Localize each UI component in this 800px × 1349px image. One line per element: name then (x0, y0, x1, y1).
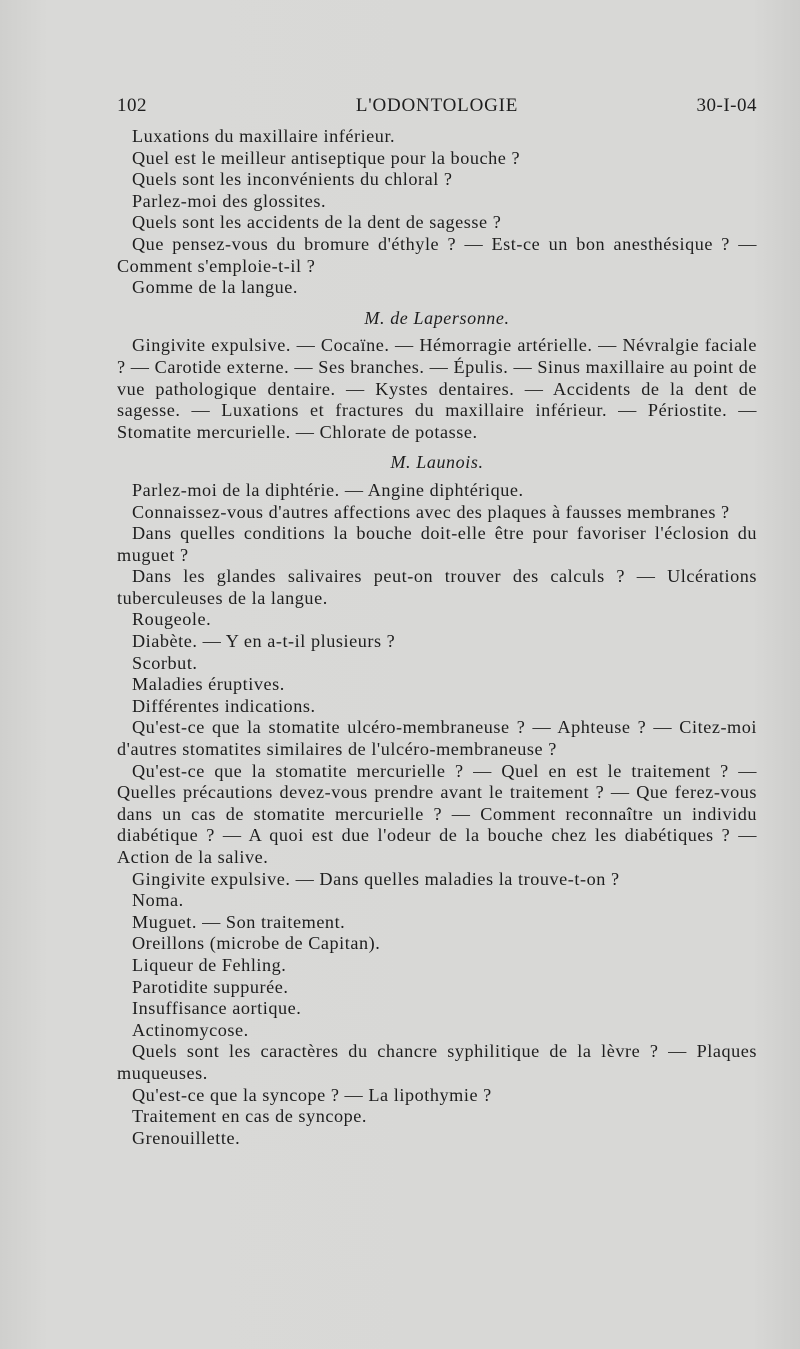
question-line: Grenouillette. (132, 1127, 241, 1148)
question-line: Liqueur de Fehling. (132, 954, 287, 975)
question-line: Muguet. — Son traitement. (132, 911, 346, 932)
question-line: Gingivite expulsive. — Dans quelles maladies la trouve-t-on ? (132, 868, 620, 889)
question-line: Scorbut. (132, 652, 198, 673)
question-line: Parotidite suppurée. (132, 976, 289, 997)
question-list-a (117, 126, 757, 299)
question-line: Connaissez-vous d'autres affections avec des plaques à fausses membranes ? (132, 501, 730, 522)
question-line: Quels sont les caractères du chancre syphilitique de la lèvre ? — Plaques muqueuses. (117, 1041, 757, 1083)
question-line: Traitement en cas de syncope. (132, 1106, 367, 1127)
question-line: Rougeole. (132, 609, 212, 630)
running-header (117, 95, 757, 119)
question-line: Qu'est-ce que la stomatite ulcéro-membraneuse ? — Aphteuse ? — Citez-moi d'autres stomatites similaires de l'ulcéro-membraneuse ? (117, 717, 757, 760)
question-line: Insuffisance aortique. (132, 998, 302, 1019)
question-line: Dans les glandes salivaires peut-on trouver des calculs ? — Ulcérations tuberculeuses de la langue. (117, 566, 757, 608)
question-line: Oreillons (microbe de Capitan). (132, 933, 381, 954)
lapersonne-questions: Gingivite expulsive. — Cocaïne. — Hémorragie artérielle. — Névralgie faciale ? — Carotide externe. — Ses branches. — Épulis. — Sinus maxillaire au point de vue pathologique dentaire. — Kystes dentaires. — Accidents de la dent de sagesse. — Luxations et fractures du maxillaire inférieur. — Périostite. — Stomatite mercurielle. — Chlorate de potasse. (117, 335, 757, 442)
question-line: Quel est le meilleur antiseptique pour la bouche ? (132, 147, 521, 168)
question-line: Maladies éruptives. (132, 674, 285, 695)
examiner-heading-lapersonne: M. de Lapersonne. (364, 307, 510, 328)
question-line: Différentes indications. (132, 695, 316, 716)
question-line: Parlez-moi des glossites. (132, 190, 327, 211)
question-line: Luxations du maxillaire inférieur. (132, 126, 396, 146)
question-line: Diabète. — Y en a-t-il plusieurs ? (132, 631, 396, 652)
question-line: Gomme de la langue. (132, 277, 299, 298)
journal-title: L'ODONTOLOGIE (355, 95, 519, 116)
page-number: 102 (117, 95, 147, 116)
question-line: Quels sont les accidents de la dent de sagesse ? (132, 212, 502, 233)
examiner-heading-launois: M. Launois. (390, 452, 484, 473)
question-line: Parlez-moi de la diphtérie. — Angine diphtérique. (132, 479, 524, 500)
question-line: Qu'est-ce que la stomatite mercurielle ? — Quel en est le traitement ? — Quelles précautions devez-vous prendre avant le traitement ? — Que ferez-vous dans un cas de stomatite mercurielle ? — Comment reconnaître un individu diabétique ? — A quoi est due l'odeur de la bouche chez les diabétiques ? — Action de la salive. (117, 760, 757, 867)
issue-date: 30-I-04 (696, 95, 757, 116)
question-list-b (117, 480, 757, 1149)
question-line: Quels sont les inconvénients du chloral ? (132, 169, 453, 190)
question-line: Qu'est-ce que la syncope ? — La lipothymie ? (132, 1084, 492, 1105)
page-body (117, 126, 757, 1149)
question-line: Que pensez-vous du bromure d'éthyle ? — Est-ce un bon anesthésique ? — Comment s'emploie-t-il ? (117, 233, 757, 276)
question-line: Dans quelles conditions la bouche doit-elle être pour favoriser l'éclosion du muguet ? (117, 523, 757, 565)
question-line: Noma. (132, 890, 184, 911)
question-line: Actinomycose. (132, 1019, 249, 1040)
